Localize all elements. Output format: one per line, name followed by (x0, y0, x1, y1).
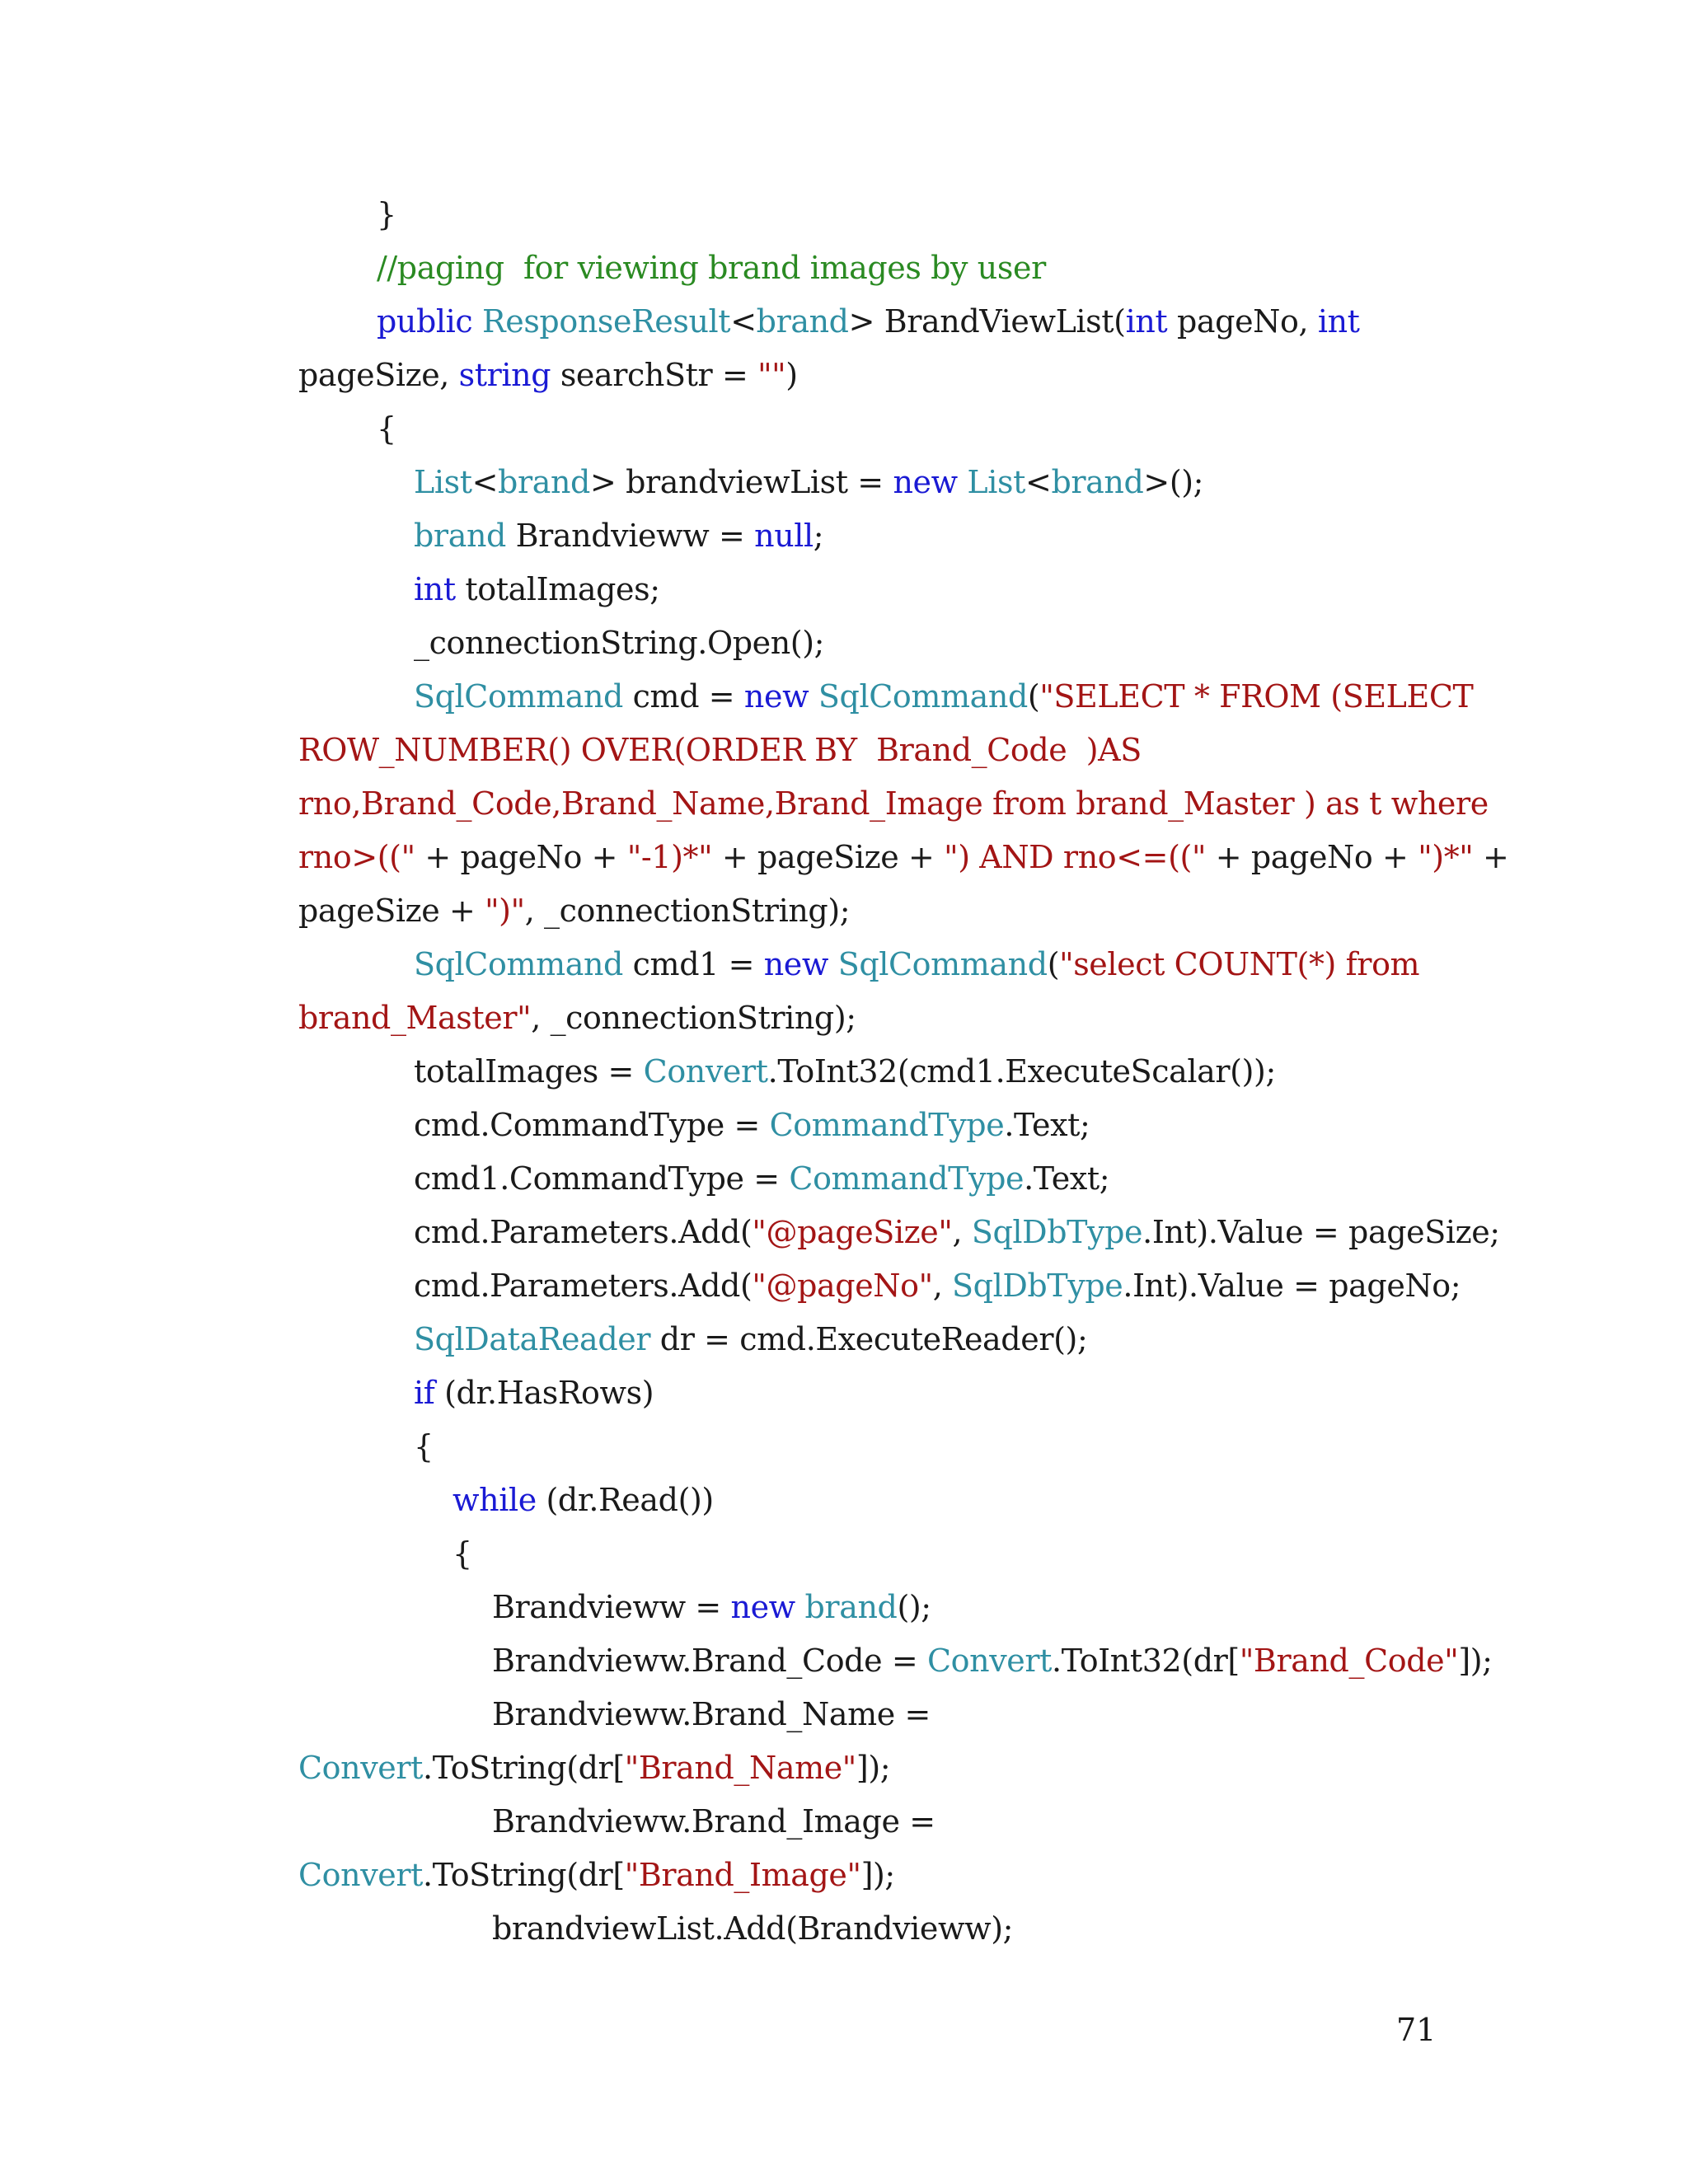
code-token: ResponseResult (482, 303, 731, 340)
code-token: new (730, 1589, 795, 1625)
code-line (0, 563, 1688, 616)
code-token: SqlCommand (414, 946, 623, 982)
code-token: brand (1051, 464, 1144, 500)
code-token: (dr.Read()) (536, 1482, 714, 1518)
code-token: brand (414, 518, 506, 554)
code-token: ; (813, 518, 824, 554)
code-token: .ToString(dr[ (423, 1857, 625, 1893)
code-token: "Brand_Image" (624, 1857, 861, 1893)
code-token: CommandType (789, 1160, 1025, 1197)
code-token: public (377, 303, 473, 340)
code-token: .Text; (1024, 1160, 1110, 1197)
code-token: pageNo, (1167, 303, 1318, 340)
code-token (472, 303, 482, 340)
code-token: + pageNo + (415, 839, 627, 875)
code-line (0, 616, 1688, 670)
code-token: rno>((" (298, 839, 415, 875)
code-token: while (452, 1482, 537, 1518)
code-line (0, 1099, 1688, 1152)
code-token: pageSize + (298, 893, 485, 929)
code-token: new (893, 464, 958, 500)
code-token: pageSize, (298, 357, 459, 393)
code-token: Brandvieww.Brand_Image = (492, 1803, 935, 1840)
code-token: ( (1027, 678, 1040, 715)
code-line (0, 1688, 1688, 1741)
code-line (0, 1634, 1688, 1688)
code-token: cmd = (623, 678, 744, 715)
code-line (0, 1206, 1688, 1259)
code-token: Convert (643, 1053, 768, 1090)
code-line (0, 241, 1688, 295)
code-line (0, 670, 1688, 724)
code-token: searchStr = (551, 357, 758, 393)
code-line (0, 295, 1688, 349)
code-line (0, 831, 1688, 884)
code-token: List (967, 464, 1025, 500)
code-token: "Brand_Name" (624, 1750, 856, 1786)
code-token: Convert (927, 1643, 1053, 1679)
code-token: Brandvieww = (492, 1589, 731, 1625)
code-token: ") AND rno<=((" (944, 839, 1207, 875)
code-listing (0, 188, 1688, 1956)
code-token: >(); (1143, 464, 1204, 500)
code-token: rno,Brand_Code,Brand_Name,Brand_Image from brand_Master ) as t where (298, 785, 1489, 822)
code-token (958, 464, 968, 500)
code-token: brand (804, 1589, 898, 1625)
code-token: if (414, 1375, 435, 1411)
code-token: ( (1047, 946, 1060, 982)
code-token: new (763, 946, 828, 982)
code-token: SqlCommand (414, 678, 623, 715)
code-line (0, 509, 1688, 563)
code-token: > brandviewList = (589, 464, 893, 500)
code-token: int (1125, 303, 1168, 340)
code-token: , _connectionString); (531, 1000, 856, 1036)
page-number: 71 (1396, 2012, 1437, 2048)
code-token: + pageNo + (1206, 839, 1418, 875)
code-token: SqlDataReader (414, 1321, 651, 1357)
code-token: Brandvieww.Brand_Name = (492, 1696, 931, 1732)
code-line (0, 1581, 1688, 1634)
code-line (0, 938, 1688, 991)
code-token: cmd.CommandType = (414, 1107, 770, 1143)
code-token: Convert (298, 1750, 424, 1786)
code-token: , (932, 1268, 953, 1304)
code-token: "@pageSize" (752, 1214, 953, 1250)
code-token: CommandType (769, 1107, 1005, 1143)
code-token: ")*" (1418, 839, 1474, 875)
code-token: .Int).Value = pageNo; (1123, 1268, 1461, 1304)
code-token: int (414, 571, 456, 607)
code-token: _connectionString.Open(); (414, 625, 825, 661)
code-line (0, 1795, 1688, 1849)
code-token: "Brand_Code" (1239, 1643, 1459, 1679)
code-token: < (730, 303, 757, 340)
code-token: , _connectionString); (524, 893, 851, 929)
code-token: SqlDbType (952, 1268, 1123, 1304)
code-line (0, 1741, 1688, 1795)
code-token: { (452, 1535, 472, 1572)
code-token (795, 1589, 805, 1625)
code-token: } (377, 196, 396, 232)
code-line (0, 1152, 1688, 1206)
code-line (0, 1902, 1688, 1956)
code-token: < (1025, 464, 1052, 500)
code-line (0, 188, 1688, 241)
code-token: cmd.Parameters.Add( (414, 1214, 753, 1250)
code-token: ")" (485, 893, 525, 929)
code-token: List (414, 464, 472, 500)
code-token: int (1317, 303, 1360, 340)
code-token: .Int).Value = pageSize; (1142, 1214, 1500, 1250)
code-token: cmd1.CommandType = (414, 1160, 790, 1197)
code-token: string (458, 357, 551, 393)
code-token: ) (785, 357, 798, 393)
code-line (0, 1313, 1688, 1366)
code-token: < (471, 464, 499, 500)
code-token: totalImages = (414, 1053, 644, 1090)
code-token: null (754, 518, 814, 554)
code-token: brand_Master" (298, 1000, 532, 1036)
code-line (0, 884, 1688, 938)
code-token: Convert (298, 1857, 424, 1893)
code-line (0, 991, 1688, 1045)
code-token: .ToString(dr[ (423, 1750, 625, 1786)
code-token: (); (897, 1589, 931, 1625)
code-token: { (377, 410, 396, 447)
code-line (0, 1474, 1688, 1527)
code-line (0, 777, 1688, 831)
code-token: (dr.HasRows) (434, 1375, 654, 1411)
code-line (0, 724, 1688, 777)
code-token: ]); (856, 1750, 891, 1786)
code-token: "SELECT * FROM (SELECT (1039, 678, 1474, 715)
code-line (0, 1527, 1688, 1581)
code-token: , (952, 1214, 972, 1250)
code-token: "" (757, 357, 786, 393)
code-line (0, 1849, 1688, 1902)
code-token: > BrandViewList( (848, 303, 1126, 340)
code-token: "@pageNo" (752, 1268, 933, 1304)
code-token: + (1473, 839, 1509, 875)
code-token: Brandvieww.Brand_Code = (492, 1643, 927, 1679)
code-token: SqlDbType (971, 1214, 1143, 1250)
code-token (809, 678, 818, 715)
code-token: dr = cmd.ExecuteReader(); (650, 1321, 1088, 1357)
code-line (0, 402, 1688, 456)
code-line (0, 1045, 1688, 1099)
code-token: totalImages; (455, 571, 660, 607)
code-token: ROW_NUMBER() OVER(ORDER BY Brand_Code )AS (298, 732, 1142, 768)
code-line (0, 1259, 1688, 1313)
code-token: //paging for viewing brand images by user (377, 250, 1046, 286)
code-token: SqlCommand (818, 678, 1028, 715)
code-token: ]); (1458, 1643, 1493, 1679)
code-token: new (743, 678, 809, 715)
code-token: brandviewList.Add(Brandvieww); (492, 1910, 1014, 1947)
code-token: .ToInt32(dr[ (1052, 1643, 1240, 1679)
code-token: ]); (860, 1857, 895, 1893)
code-token: brand (756, 303, 849, 340)
code-line (0, 1366, 1688, 1420)
code-token: SqlCommand (837, 946, 1048, 982)
code-token: + pageSize + (712, 839, 945, 875)
code-token: Brandvieww = (505, 518, 755, 554)
code-line (0, 349, 1688, 402)
code-line (0, 1420, 1688, 1474)
code-token: "select COUNT(*) from (1059, 946, 1420, 982)
code-token: cmd1 = (623, 946, 764, 982)
code-token: "-1)*" (626, 839, 713, 875)
code-token: .Text; (1004, 1107, 1090, 1143)
code-token: cmd.Parameters.Add( (414, 1268, 753, 1304)
code-token: .ToInt32(cmd1.ExecuteScalar()); (767, 1053, 1276, 1090)
code-token: brand (498, 464, 590, 500)
code-line (0, 456, 1688, 509)
code-token (828, 946, 838, 982)
code-token: { (414, 1428, 434, 1465)
